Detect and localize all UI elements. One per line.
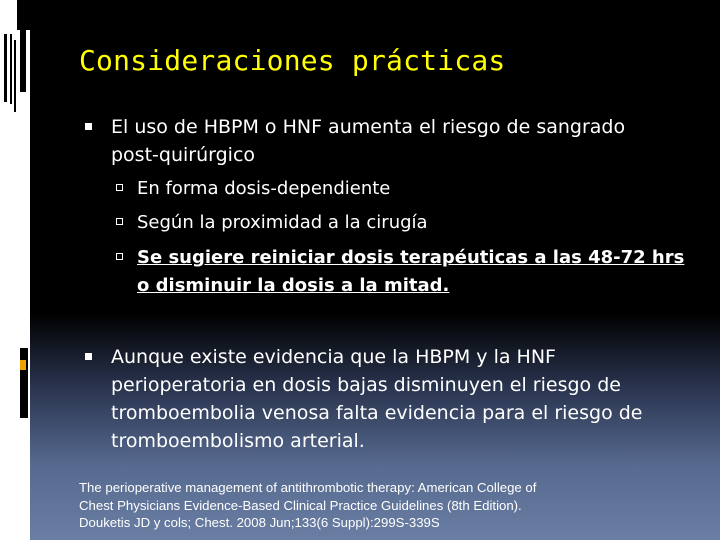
strip-bar-3	[4, 34, 7, 102]
sub-bullet-3	[137, 244, 684, 300]
sub-bullet-3-line1: Se sugiere reiniciar dosis terapéuticas a las 48-72 hrs	[137, 247, 685, 268]
bullet-2-line4: tromboembolismo arterial.	[111, 430, 365, 452]
sub-bullet-3-line2: o disminuir la dosis a la mitad.	[137, 275, 450, 296]
strip-bar-5	[14, 40, 16, 112]
bullet-square-icon	[85, 353, 92, 360]
strip-bar-2	[20, 22, 26, 92]
bullet-2	[111, 343, 642, 455]
bullet-2-line3: tromboembolia venosa falta evidencia para el riesgo de	[111, 402, 643, 424]
sub-bullet-square-icon	[116, 184, 123, 191]
slide-title: Consideraciones prácticas	[79, 44, 506, 77]
bullet-square-icon	[85, 123, 92, 130]
strip-bar-6	[20, 348, 28, 418]
bullet-1-line2: post-quirúrgico	[111, 144, 256, 166]
reference-line3: Douketis JD y cols; Chest. 2008 Jun;133(6 Suppl):299S-339S	[79, 515, 440, 530]
bullet-2-line1: Aunque existe evidencia que la HBPM y la HNF	[111, 346, 556, 368]
sub-bullet-2: Según la proximidad a la cirugía	[137, 212, 428, 233]
reference-citation	[79, 479, 699, 532]
bullet-2-line2: perioperatoria en dosis bajas disminuyen el riesgo de	[111, 374, 621, 396]
strip-bar-4	[10, 34, 12, 104]
reference-line1: The perioperative management of antithrombotic therapy: American College of	[79, 480, 537, 495]
bullet-1	[111, 113, 625, 169]
bullet-1-line1: El uso de HBPM o HNF aumenta el riesgo de sangrado	[111, 116, 626, 138]
sub-bullet-square-icon	[116, 253, 123, 260]
sub-bullet-square-icon	[116, 218, 123, 225]
sub-bullet-1: En forma dosis-dependiente	[137, 178, 391, 199]
reference-line2: Chest Physicians Evidence-Based Clinical Practice Guidelines (8th Edition).	[79, 497, 522, 513]
strip-accent	[20, 360, 26, 370]
